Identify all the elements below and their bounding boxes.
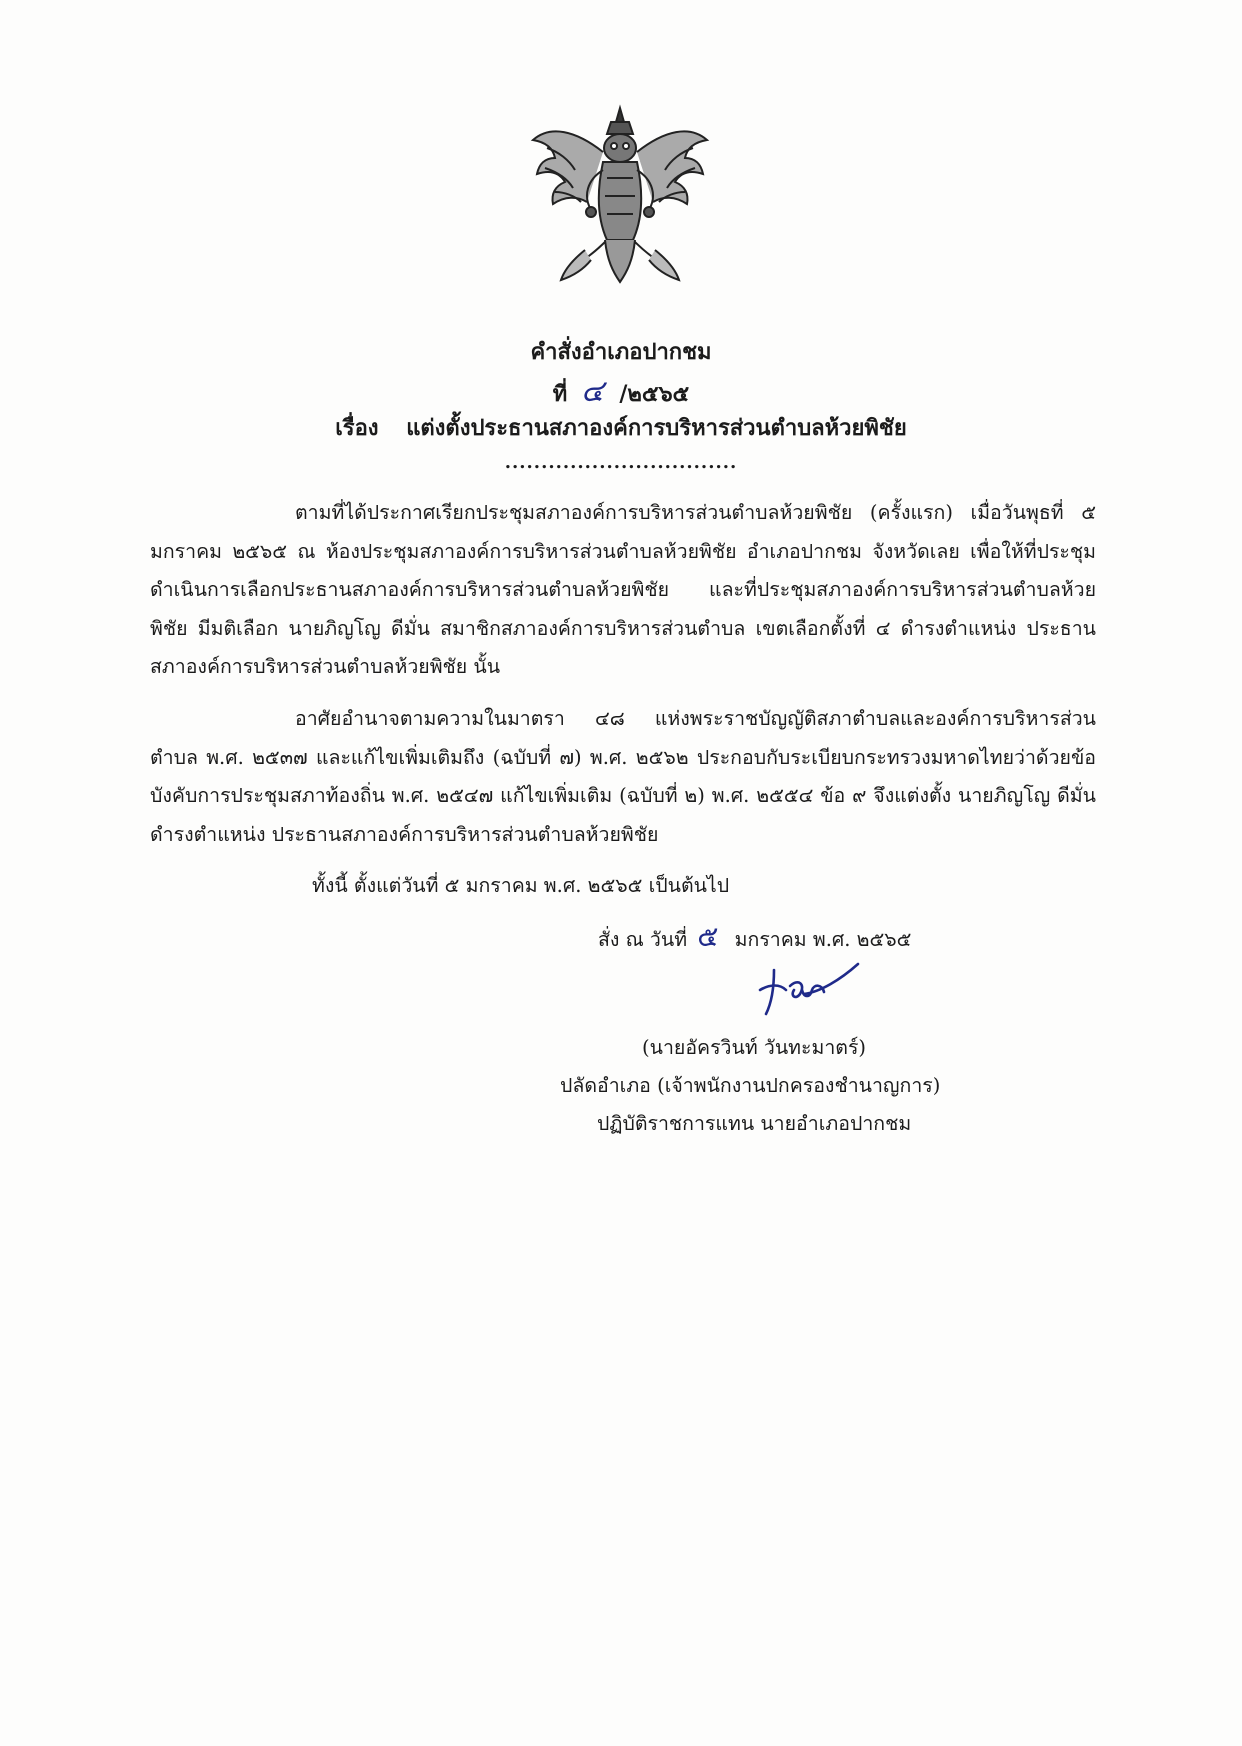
handwritten-order-number: ๔	[580, 374, 604, 409]
date-rest: มกราคม พ.ศ. ๒๕๖๕	[734, 928, 912, 951]
order-subject	[0, 412, 1242, 444]
signer-position: ปลัดอำเภอ (เจ้าพนักงานปกครองชำนาญการ)	[560, 1074, 941, 1097]
number-prefix: ที่	[552, 381, 568, 407]
paragraph-background: ตามที่ได้ประกาศเรียกประชุมสภาองค์การบริหารส่วนตำบลห้วยพิชัย (ครั้งแรก) เมื่อวันพุธที่ ๕ มกราคม ๒๕๖๕ ณ ห้องประชุมสภาองค์การบริหารส่วนตำบลห้วยพิชัย อำเภอปากชม จังหวัดเลย เพื่อให้ที่ประชุมดำเนินการเลือกประธานสภาองค์การบริหารส่วนตำบลห้วยพิชัย และที่ประชุมสภาองค์การบริหารส่วนตำบลห้วยพิชัย มีมติเลือก นายภิญโญ ดีมั่น สมาชิกสภาองค์การบริหารส่วนตำบล เขตเลือกตั้งที่ ๔ ดำรงตำแหน่ง ประธานสภาองค์การบริหารส่วนตำบลห้วยพิชัย นั้น	[150, 501, 1096, 678]
signer-name: (นายอัครวินท์ วันทะมาตร์)	[642, 1036, 867, 1059]
date-prefix: สั่ง ณ วันที่	[598, 928, 688, 951]
subject-label: เรื่อง	[335, 415, 379, 441]
signer-acting-for: ปฏิบัติราชการแทน นายอำเภอปากชม	[597, 1112, 912, 1135]
order-title: คำสั่งอำเภอปากชม	[530, 339, 712, 365]
paragraph-authority: อาศัยอำนาจตามความในมาตรา ๔๘ แห่งพระราชบัญญัติสภาตำบลและองค์การบริหารส่วนตำบล พ.ศ. ๒๕๓๗ และแก้ไขเพิ่มเติมถึง (ฉบับที่ ๗) พ.ศ. ๒๕๖๒ ประกอบกับระเบียบกระทรวงมหาดไทยว่าด้วยข้อบังคับการประชุมสภาท้องถิ่น พ.ศ. ๒๕๔๗ แก้ไขเพิ่มเติม (ฉบับที่ ๒) พ.ศ. ๒๕๕๔ ข้อ ๙ จึงแต่งตั้ง นายภิญโญ ดีมั่น ดำรงตำแหน่ง ประธานสภาองค์การบริหารส่วนตำบลห้วยพิชัย	[150, 707, 1096, 846]
subject-text: แต่งตั้งประธานสภาองค์การบริหารส่วนตำบลห้วยพิชัย	[406, 415, 907, 441]
order-number	[0, 376, 1242, 410]
divider-dots: ................................	[504, 452, 738, 473]
handwritten-date-day: ๕	[697, 920, 719, 953]
garuda-emblem-icon	[525, 100, 715, 290]
signature-icon	[740, 950, 900, 1020]
order-year: /๒๕๖๕	[619, 381, 690, 407]
paragraph-effective-date: ทั้งนี้ ตั้งแต่วันที่ ๕ มกราคม พ.ศ. ๒๕๖๕ เป็นต้นไป	[312, 874, 730, 897]
